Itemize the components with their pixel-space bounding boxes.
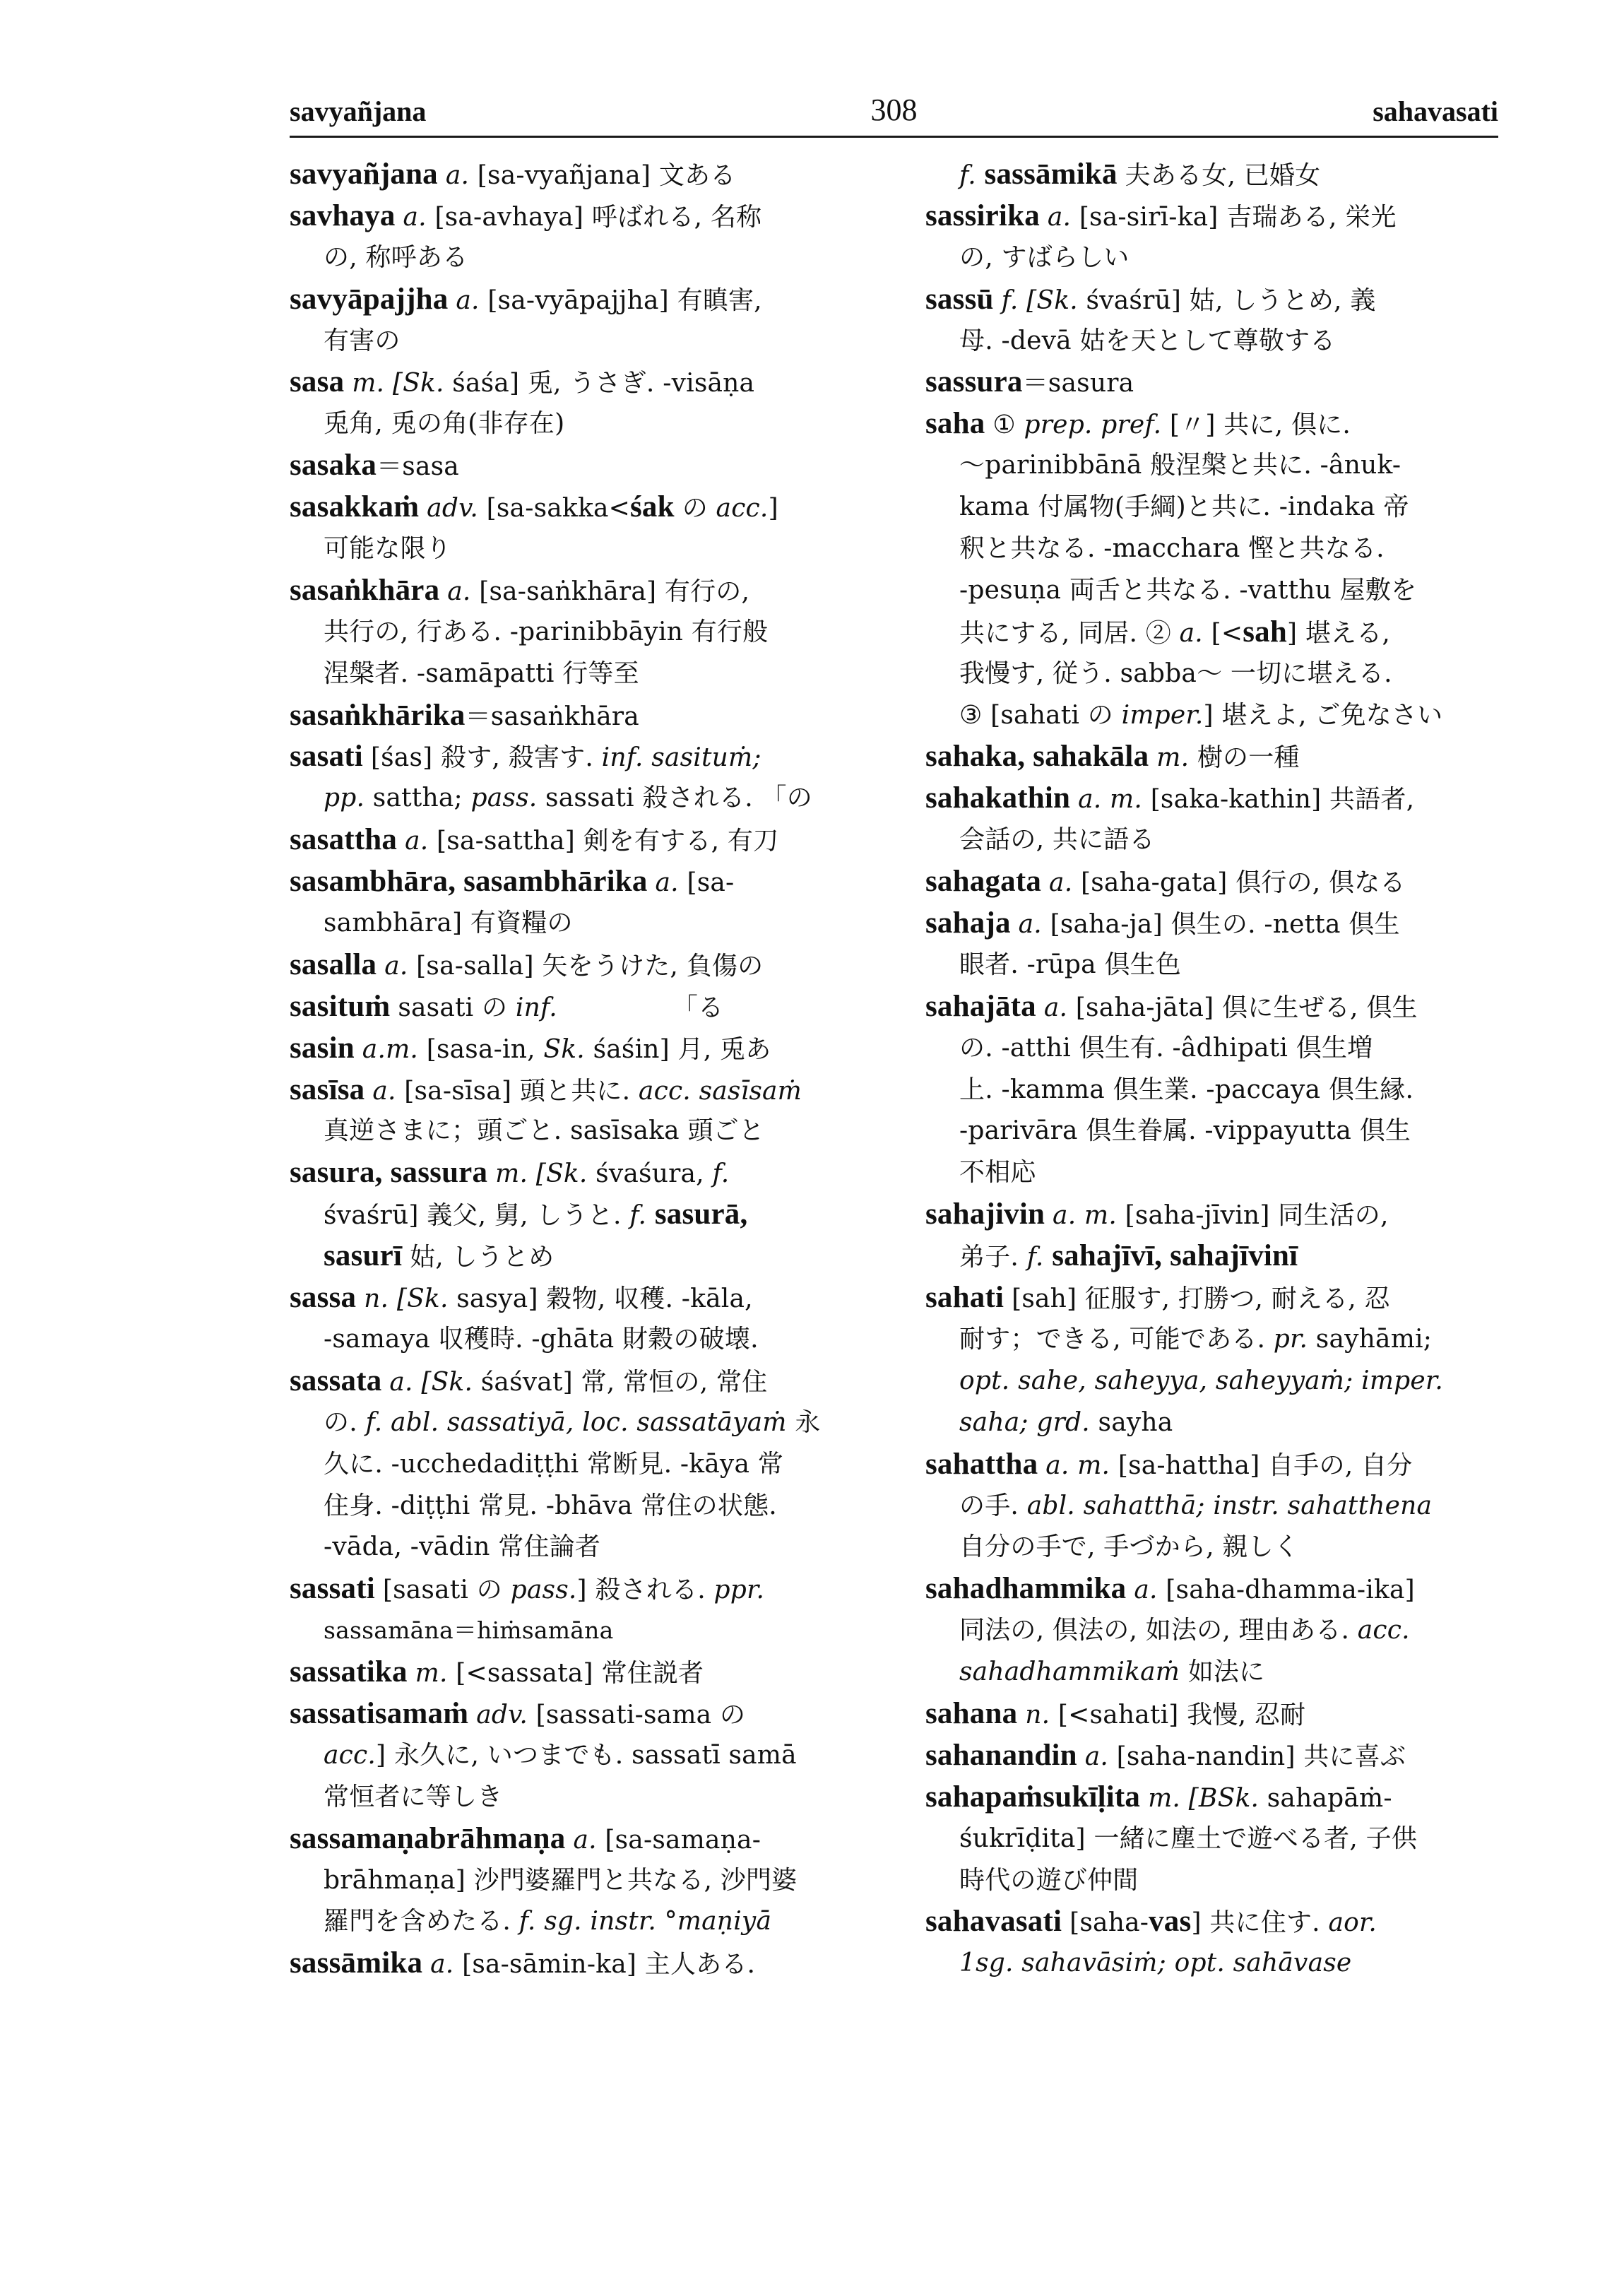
entry-line: [290, 1568, 870, 1610]
entry-text: 母. -devā 姑を天として尊敬する: [959, 326, 1336, 355]
entry-line: [925, 778, 1498, 820]
entry-text: 常恒者に等しき: [324, 1782, 503, 1811]
entry-continuation-line: [925, 820, 1498, 861]
headword: sassata: [290, 1364, 390, 1397]
entry-continuation-line: [290, 903, 870, 945]
entry-text: śvaśrū] 義父, 舅, しうと.: [324, 1201, 630, 1231]
entry-continuation-line: [925, 487, 1498, 528]
entry-text: sambhāra] 有資糧の: [324, 909, 573, 938]
entry-line: [925, 1693, 1498, 1735]
headword: sasakkaṁ: [290, 490, 427, 524]
headword: sassura: [925, 365, 1023, 399]
entry-line: [925, 1277, 1498, 1319]
grammar-abbrev: pp.: [324, 784, 373, 813]
entry-text: [sa-hattha] 自手の, 自分: [1118, 1450, 1413, 1480]
headword: sasituṁ: [290, 989, 398, 1023]
entry-text: 釈と共なる. -macchara 慳と共なる.: [959, 534, 1385, 564]
headword: sahattha: [925, 1447, 1046, 1481]
headword: sahajivin: [925, 1198, 1053, 1231]
entry-line: [290, 1070, 870, 1111]
entry-text: 羅門を含めたる.: [324, 1907, 519, 1937]
grammar-abbrev: abl. sahatthā; instr. sahatthena: [1026, 1491, 1433, 1520]
entry-text: [sa-samaṇa-: [605, 1825, 761, 1855]
grammar-abbrev: m. [Sk.: [352, 369, 453, 398]
entry-text: の, 称呼ある: [324, 242, 468, 272]
entry-text: [〃] 共に, 倶に.: [1169, 410, 1351, 440]
entry-text: 有害の: [324, 326, 401, 355]
entry-text: 永: [795, 1407, 821, 1437]
entry-line: [290, 1693, 870, 1735]
headword: savyañjana: [290, 158, 446, 191]
entry-line: [925, 1194, 1498, 1236]
entry-continuation-line: [290, 1610, 870, 1652]
entry-line: [290, 986, 870, 1028]
entry-continuation-line: [925, 154, 1498, 196]
entry-line: [290, 570, 870, 612]
entry-text: [<sahati] 我慢, 忍耐: [1057, 1700, 1306, 1730]
entry-continuation-line: [925, 1860, 1498, 1902]
headword: sasaṅkhāra: [290, 573, 448, 607]
entry-text: ＝sasura: [1022, 369, 1134, 398]
entry-text: [sa-sirī-ka] 吉瑞ある, 栄光: [1079, 202, 1397, 232]
grammar-abbrev: n.: [1025, 1700, 1058, 1730]
entry-line: [290, 154, 870, 196]
grammar-abbrev: a.: [1084, 1742, 1117, 1771]
entry-text: ] 共に住す.: [1191, 1908, 1329, 1938]
grammar-abbrev: a.: [456, 285, 488, 315]
entry-continuation-line: [290, 1444, 870, 1486]
headword: sasurā,: [654, 1198, 748, 1231]
entry-text: -vāda, -vādin 常住論者: [324, 1532, 601, 1562]
headword: sasin: [290, 1031, 362, 1065]
entry-text: sassamāna＝hiṁsamāna: [324, 1616, 614, 1645]
entry-text: 久に. -ucchedadiṭṭhi 常断見. -kāya 常: [324, 1449, 783, 1479]
entry-text: の.: [324, 1407, 366, 1437]
headword: sasa: [290, 365, 352, 399]
entry-text: sattha;: [372, 784, 471, 813]
grammar-abbrev: a.: [1134, 1575, 1166, 1605]
entry-text: の. -atthi 倶生有. -âdhipati 倶生増: [959, 1033, 1373, 1063]
entry-continuation-line: [290, 1194, 870, 1236]
entry-line: [290, 736, 870, 778]
grammar-abbrev: f. [Sk.: [1001, 285, 1086, 315]
entry-text: [saha-gata] 倶行の, 倶なる: [1080, 868, 1406, 898]
entry-text: sahapāṁ-: [1267, 1783, 1392, 1813]
entry-text: ＝sasa: [377, 452, 459, 482]
entry-text: 如法に: [1187, 1657, 1265, 1687]
entry-text: ①: [992, 410, 1024, 440]
entry-text: [saha-nandin] 共に喜ぶ: [1116, 1742, 1406, 1771]
grammar-abbrev: ppr.: [713, 1575, 765, 1605]
entry-text: 時代の遊び仲間: [959, 1865, 1139, 1895]
grammar-abbrev: a.: [1179, 618, 1211, 648]
entry-text: sayha: [1098, 1407, 1173, 1437]
grammar-abbrev: a.: [655, 868, 687, 898]
entry-continuation-line: [290, 1901, 870, 1943]
entry-text: śaśa] 兎, うさぎ. -visāṇa: [452, 369, 755, 398]
grammar-abbrev: pr.: [1273, 1324, 1316, 1354]
entry-continuation-line: [925, 1943, 1498, 1985]
entry-text: 不相応: [959, 1158, 1036, 1188]
headword: sahagata: [925, 865, 1050, 899]
grammar-abbrev: sahadhammikaṁ: [959, 1657, 1188, 1687]
entry-line: [290, 487, 870, 528]
entry-text: 夫ある女, 已婚女: [1125, 161, 1321, 190]
entry-text: 姑, しうとめ: [410, 1243, 555, 1272]
grammar-abbrev: a.: [372, 1076, 405, 1106]
entry-text: śaśin] 月, 兎あ: [593, 1034, 771, 1064]
grammar-abbrev: f. sg. instr. °maṇiyā: [518, 1907, 772, 1937]
headword: sassati: [290, 1572, 383, 1606]
entry-continuation-line: [925, 1028, 1498, 1070]
grammar-abbrev: acc.: [716, 494, 769, 524]
entry-text: ]: [768, 494, 778, 524]
entry-line: [290, 1943, 870, 1985]
entry-continuation-line: [925, 1111, 1498, 1152]
headword: sahajāta: [925, 989, 1044, 1023]
entry-line: [925, 1901, 1498, 1943]
headword: sah: [1243, 615, 1287, 649]
entry-text: [śas] 殺す, 殺害す.: [370, 743, 602, 773]
grammar-abbrev: n. [Sk.: [364, 1284, 457, 1314]
entry-line: [290, 1361, 870, 1402]
entry-text: sasya] 穀物, 収穫. -kāla,: [456, 1284, 753, 1314]
headword: sahanandin: [925, 1738, 1085, 1772]
headword: sahana: [925, 1696, 1026, 1730]
headword: sasambhāra, sasambhārika: [290, 865, 656, 899]
entry-text: sasati の: [398, 993, 516, 1022]
grammar-abbrev: a.: [1049, 868, 1081, 898]
entry-text: śvaśura,: [595, 1159, 713, 1189]
grammar-abbrev: a.: [1047, 202, 1079, 232]
grammar-abbrev: imper.: [1121, 700, 1204, 730]
headword: sassāmikā: [984, 158, 1125, 191]
entry-text: [sasati の: [382, 1575, 511, 1605]
entry-text: [saha-ja] 倶生の. -netta 倶生: [1050, 910, 1400, 940]
entry-line: [290, 196, 870, 237]
entry-text: [sa-: [687, 868, 735, 898]
headword: sahaja: [925, 906, 1019, 940]
grammar-abbrev: a. m.: [1053, 1201, 1125, 1231]
grammar-abbrev: adv.: [427, 494, 487, 524]
entry-text: -samaya 収穫時. -ghāta 財穀の破壊.: [324, 1324, 759, 1354]
entry-text: sassati 殺される. 「の: [545, 784, 812, 813]
entry-continuation-line: [925, 1819, 1498, 1860]
grammar-abbrev: a.: [445, 161, 478, 190]
entry-continuation-line: [290, 1486, 870, 1527]
headword: sahaka, sahakāla: [925, 740, 1157, 774]
header-last-entry: sahavasati: [1373, 95, 1498, 127]
entry-text: [sa-avhaya] 呼ばれる, 名称: [434, 202, 762, 232]
entry-text: [sassati-sama の: [535, 1700, 746, 1730]
grammar-abbrev: acc.: [324, 1740, 377, 1770]
grammar-abbrev: acc. sasīsaṁ: [638, 1076, 802, 1106]
entry-text: śvaśrū] 姑, しうとめ, 義: [1086, 285, 1376, 315]
entry-continuation-line: [290, 1777, 870, 1819]
entry-continuation-line: [925, 1486, 1498, 1527]
entry-line: [925, 736, 1498, 778]
headword: sasaka: [290, 449, 377, 483]
grammar-abbrev: a. m.: [1078, 785, 1151, 815]
entry-continuation-line: [290, 1402, 870, 1444]
entry-text: の: [682, 494, 716, 524]
entry-line: [290, 362, 870, 403]
entry-continuation-line: [290, 237, 870, 279]
entry-text: ] 堪える,: [1286, 618, 1391, 648]
entry-text: 弟子.: [959, 1243, 1027, 1272]
entry-continuation-line: [925, 528, 1498, 570]
entry-continuation-line: [290, 654, 870, 695]
entry-text: 自分の手で, 手づから, 親しく: [959, 1532, 1299, 1562]
headword: sassa: [290, 1281, 364, 1315]
entry-continuation-line: [925, 1527, 1498, 1568]
entry-text: [saha-: [1069, 1908, 1149, 1938]
headword: sasura, sassura: [290, 1156, 496, 1190]
headword: sahajīvī, sahajīvinī: [1052, 1239, 1298, 1273]
entry-text: [sa-sīsa] 頭と共に.: [404, 1076, 639, 1106]
headword: sasalla: [290, 947, 385, 981]
headword: savhaya: [290, 199, 403, 232]
entry-line: [925, 861, 1498, 903]
headword: sassāmika: [290, 1946, 431, 1980]
entry-continuation-line: [925, 945, 1498, 986]
entry-text: [<: [1211, 618, 1243, 648]
entry-line: [925, 362, 1498, 403]
grammar-abbrev: a.: [403, 202, 435, 232]
entry-text: [sa-vyāpajjha] 有瞋害,: [487, 285, 762, 315]
entry-text: 「る: [557, 993, 724, 1022]
entry-continuation-line: [290, 612, 870, 654]
entry-text: [sa-vyañjana] 文ある: [477, 161, 736, 190]
entry-text: 同法の, 倶法の, 如法の, 理由ある.: [959, 1616, 1358, 1645]
entry-line: [925, 1777, 1498, 1819]
headword: sahakathin: [925, 781, 1079, 815]
entry-line: [290, 1819, 870, 1860]
entry-line: [925, 279, 1498, 321]
grammar-abbrev: prep. pref.: [1024, 410, 1170, 440]
grammar-abbrev: f.: [959, 161, 985, 190]
entry-text: [<sassata] 常住説者: [456, 1659, 704, 1689]
entry-text: ] 永久に, いつまでも. sassatī samā: [376, 1740, 797, 1770]
entry-continuation-line: [290, 1111, 870, 1152]
headword: sassū: [925, 282, 1002, 316]
entry-continuation-line: [290, 1860, 870, 1902]
entry-continuation-line: [290, 1735, 870, 1777]
entry-text: [sa-sāmin-ka] 主人ある.: [462, 1950, 756, 1980]
entry-line: [290, 695, 870, 737]
grammar-abbrev: inf.: [515, 993, 557, 1022]
entry-continuation-line: [925, 1610, 1498, 1652]
grammar-abbrev: m.: [415, 1659, 456, 1689]
entry-continuation-line: [925, 321, 1498, 362]
headword: saha: [925, 407, 993, 441]
entry-continuation-line: [290, 403, 870, 445]
entry-text: 上. -kamma 倶生業. -paccaya 倶生縁.: [959, 1075, 1414, 1104]
entry-text: ] 堪えよ, ご免なさい: [1203, 700, 1443, 730]
grammar-abbrev: inf. sasituṁ;: [601, 743, 761, 773]
headword: sasati: [290, 740, 371, 774]
entry-text: ] 殺される.: [576, 1575, 714, 1605]
entry-line: [290, 445, 870, 487]
entry-continuation-line: [925, 612, 1498, 654]
left-column: [290, 154, 870, 1985]
entry-line: [290, 945, 870, 986]
entry-continuation-line: [925, 1236, 1498, 1277]
headword: sasaṅkhārika: [290, 698, 466, 732]
entry-text: [saka-kathin] 共語者,: [1150, 785, 1415, 815]
entry-text: 会話の, 共に語る: [959, 825, 1155, 855]
right-column: [925, 154, 1498, 1985]
entry-text: [sa-saṅkhāra] 有行の,: [479, 577, 750, 606]
headword: sasīsa: [290, 1072, 373, 1106]
grammar-abbrev: adv.: [476, 1700, 536, 1730]
grammar-abbrev: a.: [447, 577, 480, 606]
entry-text: [sah] 征服す, 打勝つ, 耐える, 忍: [1012, 1284, 1390, 1314]
entry-text: [sa-salla] 矢をうけた, 負傷の: [416, 951, 764, 981]
grammar-abbrev: a. [Sk.: [389, 1367, 481, 1397]
entry-line: [290, 1028, 870, 1070]
grammar-abbrev: Sk.: [543, 1034, 593, 1064]
entry-line: [290, 1152, 870, 1194]
entry-text: 共行の, 行ある. -parinibbāyin 有行般: [324, 617, 769, 646]
entry-text: -pesuṇa 両舌と共なる. -vatthu 屋敷を: [959, 575, 1417, 605]
entry-text: [saha-jīvin] 同生活の,: [1125, 1201, 1389, 1231]
entry-continuation-line: [925, 1152, 1498, 1194]
grammar-abbrev: pass.: [470, 784, 546, 813]
entry-text: ＝sasaṅkhāra: [465, 702, 639, 731]
entry-continuation-line: [290, 1527, 870, 1568]
grammar-abbrev: a.: [384, 951, 417, 981]
entry-continuation-line: [290, 1236, 870, 1277]
headword: sassatika: [290, 1655, 415, 1689]
headword: savyāpajjha: [290, 282, 456, 316]
headword: vas: [1149, 1905, 1192, 1939]
grammar-abbrev: pass.: [510, 1575, 577, 1605]
entry-text: śukrīḍita] 一緒に塵土で遊べる者, 子供: [959, 1823, 1418, 1853]
grammar-abbrev: m.: [1156, 743, 1197, 773]
grammar-abbrev: acc.: [1357, 1616, 1410, 1645]
entry-text: 兎角, 兎の角(非存在): [324, 409, 565, 439]
headword: sahavasati: [925, 1905, 1070, 1939]
grammar-abbrev: f.: [629, 1201, 655, 1231]
grammar-abbrev: aor.: [1328, 1908, 1377, 1938]
headword: sasattha: [290, 823, 405, 857]
grammar-abbrev: a.: [430, 1950, 463, 1980]
entry-continuation-line: [925, 445, 1498, 487]
entry-text: 可能な限り: [324, 534, 452, 564]
entry-text: の手.: [959, 1491, 1027, 1520]
entry-text: 樹の一種: [1197, 743, 1300, 773]
entry-line: [925, 986, 1498, 1028]
entry-continuation-line: [925, 654, 1498, 695]
entry-continuation-line: [925, 695, 1498, 737]
grammar-abbrev: a.: [573, 1825, 605, 1855]
grammar-abbrev: a.: [405, 827, 437, 856]
entry-continuation-line: [925, 237, 1498, 279]
grammar-abbrev: m. [Sk.: [495, 1159, 596, 1189]
entry-continuation-line: [925, 1070, 1498, 1111]
entry-continuation-line: [290, 778, 870, 820]
entry-line: [925, 1568, 1498, 1610]
entry-continuation-line: [925, 1319, 1498, 1361]
entry-text: -parivāra 倶生眷属. -vippayutta 倶生: [959, 1116, 1411, 1146]
headword: sassatisamaṁ: [290, 1696, 477, 1730]
headword: sahadhammika: [925, 1572, 1134, 1606]
entry-continuation-line: [925, 1402, 1498, 1444]
entry-text: [sa-sakka<: [486, 494, 630, 524]
entry-text: [saha-dhamma-ika]: [1166, 1575, 1415, 1605]
entry-text: の, すばらしい: [959, 242, 1130, 272]
headword: sahati: [925, 1281, 1012, 1315]
entry-text: kama 付属物(手綱)と共に. -indaka 帝: [959, 492, 1409, 522]
grammar-abbrev: saha; grd.: [959, 1407, 1098, 1437]
entry-continuation-line: [925, 1652, 1498, 1693]
entry-text: ～parinibbānā 般涅槃と共に. -ânuk-: [959, 451, 1401, 480]
grammar-abbrev: a.m.: [362, 1034, 427, 1064]
entry-text: sayhāmi;: [1315, 1324, 1433, 1354]
grammar-abbrev: a.: [1043, 993, 1076, 1022]
entry-text: 真逆さまに；頭ごと. sasīsaka 頭ごと: [324, 1116, 765, 1146]
running-head: [290, 89, 1498, 138]
entry-text: 涅槃者. -samāpatti 行等至: [324, 658, 639, 688]
entry-continuation-line: [290, 321, 870, 362]
entry-line: [290, 820, 870, 861]
headword: sasurī: [324, 1239, 410, 1273]
entry-text: 共にする, 同居. ②: [959, 618, 1180, 648]
entry-continuation-line: [925, 570, 1498, 612]
entry-continuation-line: [290, 528, 870, 570]
entry-line: [925, 1735, 1498, 1777]
grammar-abbrev: a.: [1018, 910, 1050, 940]
entry-continuation-line: [925, 1361, 1498, 1402]
entry-text: [saha-jāta] 倶に生ぜる, 倶生: [1075, 993, 1418, 1022]
grammar-abbrev: a. m.: [1045, 1450, 1118, 1480]
headword: sahapaṁsukīḷita: [925, 1780, 1149, 1814]
entry-continuation-line: [290, 1319, 870, 1361]
headword: sassamaṇabrāhmaṇa: [290, 1821, 574, 1855]
entry-line: [290, 861, 870, 903]
grammar-abbrev: m. [BSk.: [1148, 1783, 1267, 1813]
grammar-abbrev: f.: [712, 1159, 730, 1189]
headword: sassirika: [925, 199, 1048, 232]
entry-text: 住身. -diṭṭhi 常見. -bhāva 常住の状態.: [324, 1491, 777, 1520]
entry-line: [925, 196, 1498, 237]
headword: śak: [629, 490, 682, 524]
entry-text: 耐す；できる, 可能である.: [959, 1324, 1274, 1354]
entry-line: [290, 1277, 870, 1319]
grammar-abbrev: f. abl. sassatiyā, loc. sassatāyaṁ: [365, 1407, 795, 1437]
grammar-abbrev: 1sg. sahavāsiṁ; opt. sahāvase: [959, 1949, 1352, 1978]
entry-text: 眼者. -rūpa 倶生色: [959, 950, 1181, 979]
header-first-entry: savyañjana: [290, 95, 427, 127]
grammar-abbrev: opt. sahe, saheyya, saheyyaṁ; imper.: [959, 1366, 1444, 1395]
grammar-abbrev: f.: [1026, 1243, 1053, 1272]
entry-line: [290, 279, 870, 321]
entry-text: ③ [sahati の: [959, 700, 1122, 730]
entry-text: 我慢す, 従う. sabba～ 一切に堪える.: [959, 658, 1392, 688]
page-number: 308: [870, 93, 918, 127]
entry-line: [925, 1444, 1498, 1486]
entry-text: śaśvat] 常, 常恒の, 常住: [480, 1367, 768, 1397]
entry-line: [925, 903, 1498, 945]
entry-text: [sasa-in,: [426, 1034, 544, 1064]
entry-text: brāhmaṇa] 沙門婆羅門と共なる, 沙門婆: [324, 1865, 798, 1895]
entry-line: [290, 1652, 870, 1693]
entry-line: [925, 403, 1498, 445]
entry-text: [sa-sattha] 剣を有する, 有刀: [437, 827, 779, 856]
